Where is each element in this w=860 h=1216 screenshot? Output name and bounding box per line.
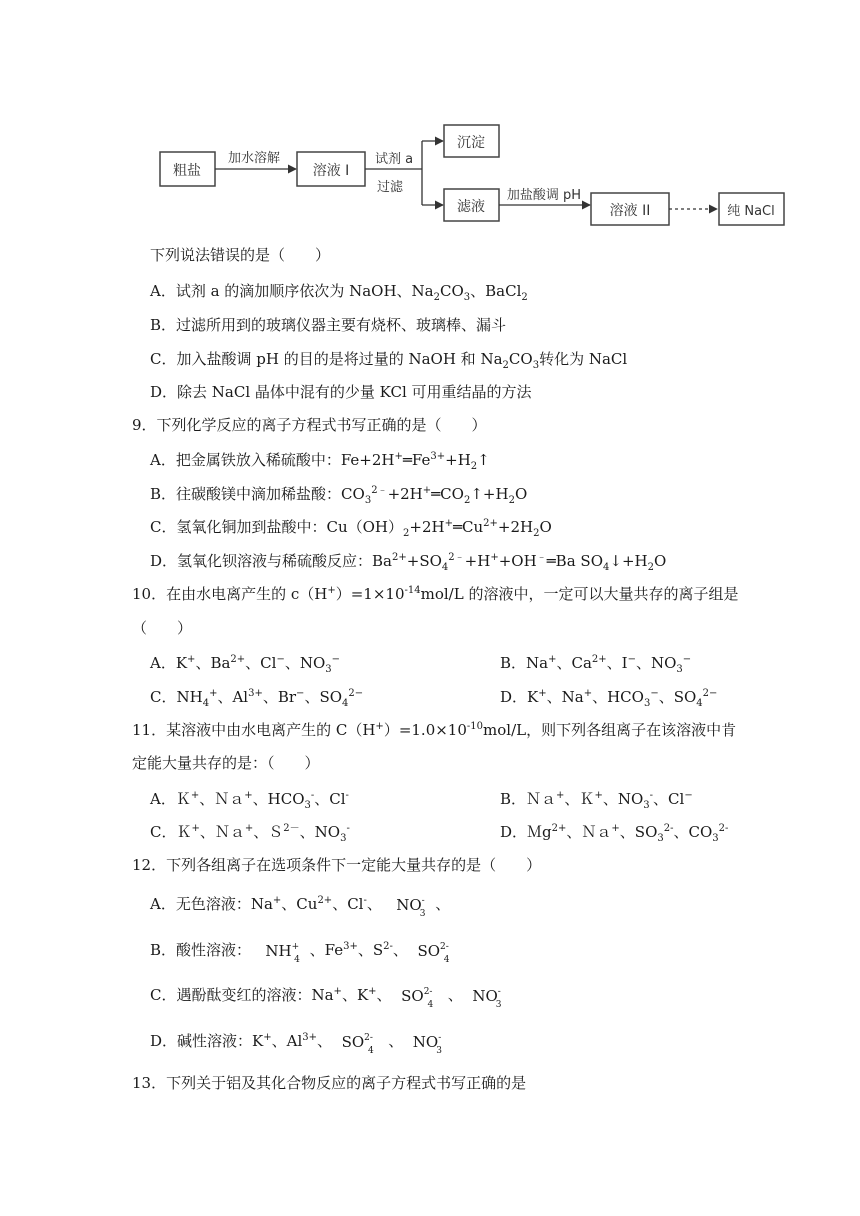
q10-option-d: D．K+、Na+、$HCO_3^-$、$SO_4^{2-}$ xyxy=(500,688,718,709)
q11-stem-line2: 定能大量共存的是：（ ） xyxy=(132,754,320,772)
q11-option-b: B．Ｎａ+、Ｋ+、$NO_3^-$、Cl− xyxy=(500,790,693,811)
arrow-label-reagent-a: 试剂 a xyxy=(374,152,414,167)
ion-ammonium: $NH^+_4$ xyxy=(265,941,300,965)
ion-nitrate: $NO^-_3$ xyxy=(396,895,426,919)
ion-nitrate: $NO^-_3$ xyxy=(412,1032,442,1056)
q10-option-b: B．Na+、$Ca^{2+}$、I−、$NO_3^-$ xyxy=(500,654,692,675)
process-flowchart xyxy=(150,115,790,240)
arrow-label-adjust-ph: 加盐酸调 pH xyxy=(506,188,582,203)
box-precipitate-label: 沉淀 xyxy=(457,135,485,151)
q8-stem: 下列说法错误的是（ ） xyxy=(150,246,331,264)
q9-stem: 9．下列化学反应的离子方程式书写正确的是（ ） xyxy=(132,416,487,434)
q9-option-d: D．氢氧化钡溶液与稀硫酸反应：$Ba^{2+}+SO_4^{2﹣}+H^++OH^﹣═Ba$ $SO_4↓+H_2O$ xyxy=(150,552,667,573)
q8-option-a: A．试剂 a 的滴加顺序依次为 NaOH、$Na_2CO_3$、BaCl$_2$ xyxy=(150,282,528,303)
q8-option-d: D．除去 NaCl 晶体中混有的少量 KCl 可用重结晶的方法 xyxy=(150,383,532,401)
q12-stem: 12．下列各组离子在选项条件下一定能大量共存的是（ ） xyxy=(132,856,542,874)
ion-sulfate: $SO^{2-}_4$ xyxy=(401,986,434,1010)
q13-stem: 13．下列关于铝及其化合物反应的离子方程式书写正确的是 xyxy=(132,1074,527,1092)
q8-option-b: B．过滤所用到的玻璃仪器主要有烧杯、玻璃棒、漏斗 xyxy=(150,316,507,334)
ion-sulfate: $SO^{2-}_4$ xyxy=(417,941,450,965)
q9-option-a: A．把金属铁放入稀硫酸中：$Fe+2H^+═Fe^{3+}+H_2↑$ xyxy=(150,451,490,472)
box-filtrate-label: 滤液 xyxy=(457,199,485,215)
q10-option-a: A．K+、$Ba^{2+}$、Cl−、$NO_3^-$ xyxy=(150,654,341,675)
box-solution-2-label: 溶液 II xyxy=(609,203,651,219)
q8-option-c: C．加入盐酸调 pH 的目的是将过量的 NaOH 和 $Na_2CO_3$转化为 NaCl xyxy=(150,350,628,371)
q9-option-b: B．往碳酸镁中滴加稀盐酸：$CO_3^{2﹣}+2H^+═CO_2↑+H_2O$ xyxy=(150,485,528,506)
q11-option-c: C．Ｋ+、Ｎａ+、Ｓ$^{2-}$、$NO_3^-$ xyxy=(150,823,350,844)
q12-option-a: A．无色溶液：Na+、$Cu^{2+}$、Cl-、 $NO^-_3$ 、 xyxy=(150,895,451,919)
q9-option-c: C．氢氧化铜加到盐酸中：$Cu(OH)_2+2H^+═Cu^{2+}+2H_2O$ xyxy=(150,518,552,539)
q10-stem-line1: 10．在由水电离产生的 $c(H^+)=1\times 10^{-14}mol/L$ 的溶液中，一定可以大量共存的离子组是 xyxy=(132,585,739,603)
ion-sulfate: $SO^{2-}_4$ xyxy=(341,1032,374,1056)
q12-option-d: D．碱性溶液：K+、$Al^{3+}$、 $SO^{2-}_4$ 、 $NO^-_3$ xyxy=(150,1031,447,1051)
q10-stem-line2: （ ） xyxy=(132,619,193,637)
q11-stem-line1: 11．某溶液中由水电离产生的 $C(H^+)=1.0\times 10^{-10}mol/L$，则下列各组离子在该溶液中肯 xyxy=(132,721,737,739)
box-crude-salt-label: 粗盐 xyxy=(173,163,201,179)
q12-option-b: B．酸性溶液： $NH^+_4$ 、$Fe^{3+}$、$S^{2-}$、 $SO^{2-}_4$ xyxy=(150,940,455,960)
q11-option-d: D．Ｍg$^{2+}$、Ｎａ+、$SO_3^{2-}$、$CO_3^{2-}$ xyxy=(500,823,729,844)
box-solution-1-label: 溶液 I xyxy=(312,163,350,179)
arrow-label-dissolve: 加水溶解 xyxy=(227,151,281,166)
ion-nitrate: $NO^-_3$ xyxy=(472,986,502,1010)
arrow-label-filter: 过滤 xyxy=(376,180,404,195)
q11-option-a: A．Ｋ+、Ｎａ+、$HCO_3^-$、Cl- xyxy=(150,790,349,811)
q12-option-c: C．遇酚酞变红的溶液：Na+、K+、 $SO^{2-}_4$ 、 $NO^-_3$ xyxy=(150,985,507,1005)
q10-option-c: C．$NH_4^+$、$Al^{3+}$、Br−、$SO_4^{2-}$ xyxy=(150,688,364,709)
box-pure-nacl-label: 纯 NaCl xyxy=(727,204,775,219)
